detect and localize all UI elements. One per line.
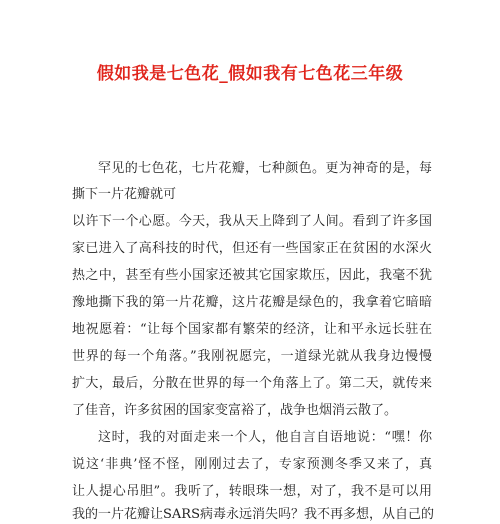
- paragraph-line: 了佳音，许多贫困的国家变富裕了，战争也烟消云散了。: [72, 403, 398, 418]
- paragraph-line: 地祝愿着：“让每个国家都有繁荣的经济，让和平永远长驻在: [72, 322, 432, 337]
- paragraph-line: 说这‘非典’怪不怪，刚刚过去了，专家预测冬季又来了，真: [72, 457, 432, 472]
- paragraph-line: 扩大，最后，分散在世界的每一个角落上了。第二天，就传来: [72, 376, 432, 391]
- paragraph-line: 豫地撕下我的第一片花瓣，这片花瓣是绿色的，我拿着它暗暗: [72, 295, 432, 310]
- document-body: [72, 160, 432, 520]
- paragraph-line: 这时，我的对面走来一个人，他自言自语地说：“嘿！你: [98, 430, 432, 445]
- document-title: 假如我是七色花_假如我有七色花三年级: [96, 64, 404, 84]
- paragraph-line: 家已进入了高科技的时代，但还有一些国家正在贫困的水深火: [72, 241, 432, 256]
- paragraph-line: 热之中，甚至有些小国家还被其它国家欺压，因此，我毫不犹: [72, 268, 432, 283]
- paragraph-line: 罕见的七色花，七片花瓣，七种颜色。更为神奇的是，每: [98, 161, 432, 176]
- paragraph-line: 世界的每一个角落。”我刚祝愿完，一道绿光就从我身边慢慢: [72, 349, 432, 364]
- paragraph-line: 撕下一片花瓣就可: [72, 187, 177, 202]
- paragraph-line: 以许下一个心愿。今天，我从天上降到了人间。看到了许多国: [72, 214, 432, 229]
- paragraph-line: 我的一片花瓣让SARS病毒永远消失吗？我不再多想，从自己的: [72, 507, 434, 522]
- paragraph-line: 让人提心吊胆”。我听了，转眼珠一想，对了，我不是可以用: [72, 484, 432, 499]
